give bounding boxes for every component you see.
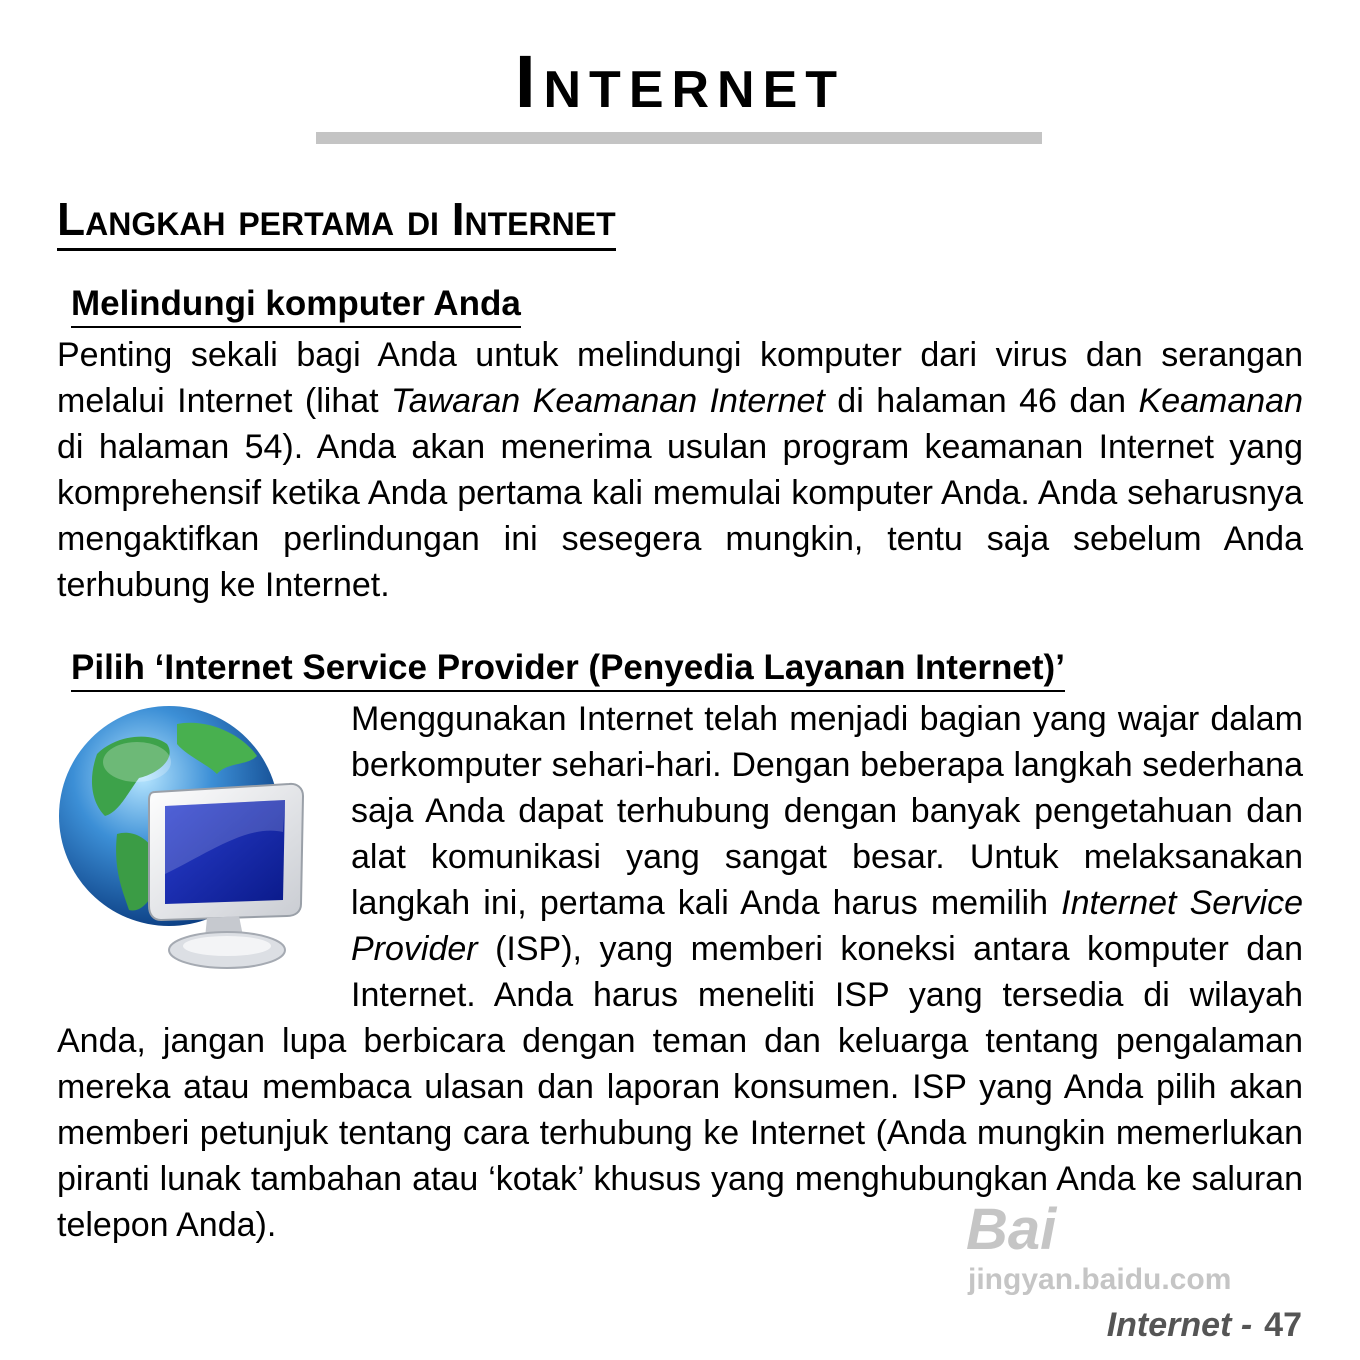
chapter-title: Internet [514, 40, 846, 123]
paragraph-text: Penting sekali bagi Anda untuk melindungi komputer dari virus dan serangan melalui Internet (lihat [57, 336, 1303, 420]
italic-reference: Keamanan [1138, 382, 1303, 420]
watermark-text: jingyan.baidu.com [968, 1263, 1232, 1296]
title-rule [316, 132, 1042, 144]
paragraph-text: (ISP), yang memberi koneksi antara komputer dan Internet. Anda harus meneliti ISP yang tersedia di wilayah Anda, jangan lupa berbicara dengan teman dan keluarga tentang pengalaman mereka atau membaca ulasan dan laporan konsumen. ISP yang Anda pilih akan memberi petunjuk tentang cara terhubung ke Internet (Anda mungkin memerlukan piranti lunak tambahan atau ‘kotak’ khusus yang menghubungkan Anda ke saluran telepon Anda). [57, 930, 1303, 1244]
italic-reference: Internet Service Provider [351, 884, 1303, 968]
italic-reference: Tawaran Keamanan Internet [391, 382, 825, 420]
paragraph-text: di halaman 54). Anda akan menerima usulan program keamanan Internet yang komprehensif ketika Anda pertama kali memulai komputer Anda. Anda seharusnya mengaktifkan perlindungan ini sesegera mungkin, tentu saja sebelum Anda terhubung ke Internet. [57, 428, 1303, 604]
page-footer [1107, 1304, 1302, 1346]
paragraph-text: Menggunakan Internet telah menjadi bagian yang wajar dalam berkomputer sehari-hari. Dengan beberapa langkah sederhana saja Anda dapat terhubung dengan banyak pengetahuan dan alat komunikasi yang sangat besar. Untuk melaksanakan langkah ini, pertama kali Anda harus memilih [351, 700, 1303, 922]
paragraph-isp [57, 696, 1303, 1248]
globe-monitor-icon [57, 704, 351, 984]
paragraph-protect [57, 332, 1303, 608]
subsection-heading-protect: Melindungi komputer Anda [71, 282, 521, 328]
page-number: 47 [1264, 1306, 1302, 1344]
footer-label: Internet - [1106, 1306, 1253, 1344]
watermark-logo: Bai [966, 1197, 1057, 1262]
paragraph-text: di halaman 46 dan [824, 382, 1139, 420]
section-heading: Langkah pertama di Internet [57, 190, 616, 251]
subsection-heading-isp: Pilih ‘Internet Service Provider (Penyedia Layanan Internet)’ [71, 646, 1065, 692]
